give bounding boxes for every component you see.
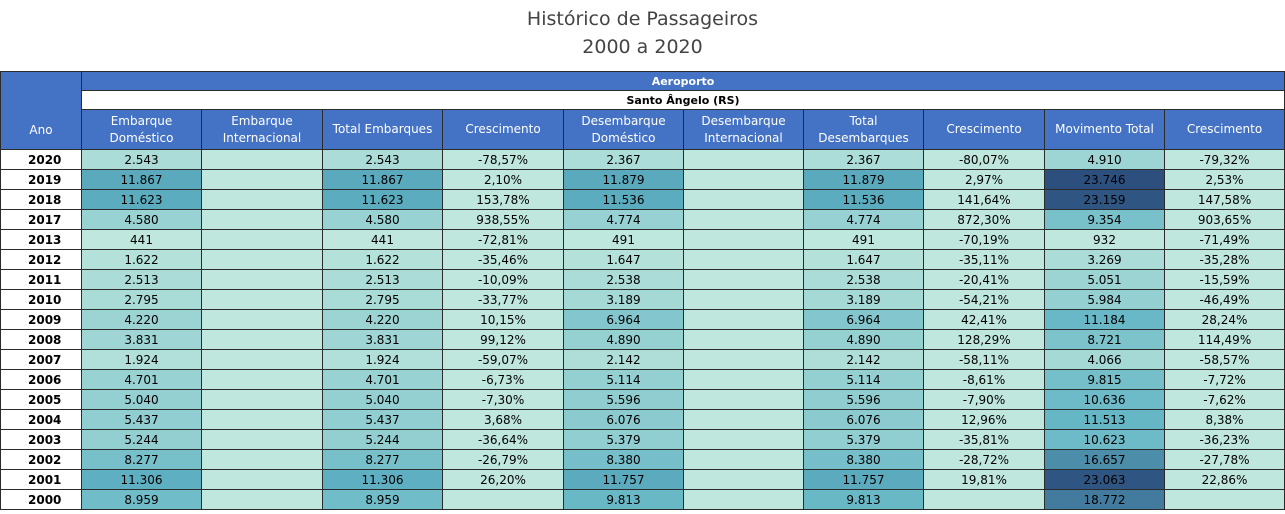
cell-total-embarques: 2.795 <box>323 290 443 310</box>
cell-crescimento-movimento <box>1165 490 1285 510</box>
table-body <box>1 150 1285 510</box>
cell-total-desembarques: 2.538 <box>804 270 924 290</box>
cell-desembarque-domestico: 4.890 <box>564 330 684 350</box>
row-year: 2008 <box>1 330 82 350</box>
cell-desembarque-domestico: 2.142 <box>564 350 684 370</box>
cell-total-embarques: 3.831 <box>323 330 443 350</box>
cell-total-embarques: 5.437 <box>323 410 443 430</box>
cell-crescimento-movimento: 22,86% <box>1165 470 1285 490</box>
cell-desembarque-domestico: 9.813 <box>564 490 684 510</box>
cell-desembarque-domestico: 6.076 <box>564 410 684 430</box>
cell-crescimento-embarques: 99,12% <box>443 330 564 350</box>
cell-embarque-internacional <box>202 310 323 330</box>
cell-crescimento-desembarques: 42,41% <box>924 310 1045 330</box>
cell-desembarque-internacional <box>684 350 804 370</box>
cell-total-desembarques: 5.114 <box>804 370 924 390</box>
cell-crescimento-movimento: -15,59% <box>1165 270 1285 290</box>
cell-desembarque-internacional <box>684 230 804 250</box>
cell-movimento-total: 9.354 <box>1045 210 1165 230</box>
cell-movimento-total: 932 <box>1045 230 1165 250</box>
cell-embarque-internacional <box>202 270 323 290</box>
cell-embarque-domestico: 1.622 <box>82 250 202 270</box>
chart-subtitle: 2000 a 2020 <box>582 36 703 58</box>
cell-crescimento-desembarques: -20,41% <box>924 270 1045 290</box>
cell-embarque-domestico: 11.867 <box>82 170 202 190</box>
cell-total-embarques: 11.867 <box>323 170 443 190</box>
cell-crescimento-embarques: -72,81% <box>443 230 564 250</box>
cell-crescimento-movimento: 903,65% <box>1165 210 1285 230</box>
col-header-total-desembarques: Total Desembarques <box>804 110 924 150</box>
cell-crescimento-movimento: -58,57% <box>1165 350 1285 370</box>
cell-movimento-total: 11.513 <box>1045 410 1165 430</box>
table-row <box>1 150 1285 170</box>
cell-embarque-domestico: 4.220 <box>82 310 202 330</box>
table-row <box>1 410 1285 430</box>
cell-total-desembarques: 3.189 <box>804 290 924 310</box>
table-row <box>1 330 1285 350</box>
cell-total-desembarques: 9.813 <box>804 490 924 510</box>
row-year: 2004 <box>1 410 82 430</box>
cell-embarque-domestico: 4.701 <box>82 370 202 390</box>
group-header: Aeroporto <box>82 72 1285 91</box>
cell-crescimento-desembarques: 872,30% <box>924 210 1045 230</box>
cell-desembarque-internacional <box>684 470 804 490</box>
cell-embarque-domestico: 8.959 <box>82 490 202 510</box>
cell-embarque-internacional <box>202 470 323 490</box>
cell-crescimento-desembarques: -70,19% <box>924 230 1045 250</box>
cell-crescimento-embarques: -36,64% <box>443 430 564 450</box>
cell-total-embarques: 2.513 <box>323 270 443 290</box>
table-row <box>1 450 1285 470</box>
cell-desembarque-domestico: 5.114 <box>564 370 684 390</box>
cell-total-desembarques: 8.380 <box>804 450 924 470</box>
cell-crescimento-embarques: -10,09% <box>443 270 564 290</box>
row-year: 2013 <box>1 230 82 250</box>
passenger-table <box>0 71 1285 510</box>
cell-crescimento-embarques: 3,68% <box>443 410 564 430</box>
cell-movimento-total: 18.772 <box>1045 490 1165 510</box>
cell-desembarque-internacional <box>684 250 804 270</box>
cell-desembarque-domestico: 491 <box>564 230 684 250</box>
cell-crescimento-desembarques <box>924 490 1045 510</box>
cell-crescimento-movimento: 8,38% <box>1165 410 1285 430</box>
cell-total-desembarques: 491 <box>804 230 924 250</box>
cell-total-embarques: 4.220 <box>323 310 443 330</box>
col-header-desembarque-internacional: Desembarque Internacional <box>684 110 804 150</box>
cell-embarque-domestico: 441 <box>82 230 202 250</box>
cell-desembarque-domestico: 5.596 <box>564 390 684 410</box>
cell-embarque-internacional <box>202 290 323 310</box>
cell-crescimento-embarques: 26,20% <box>443 470 564 490</box>
cell-desembarque-domestico: 11.536 <box>564 190 684 210</box>
cell-total-desembarques: 1.647 <box>804 250 924 270</box>
cell-total-desembarques: 4.890 <box>804 330 924 350</box>
cell-embarque-domestico: 2.795 <box>82 290 202 310</box>
cell-total-desembarques: 6.964 <box>804 310 924 330</box>
cell-embarque-internacional <box>202 150 323 170</box>
row-year: 2018 <box>1 190 82 210</box>
cell-desembarque-domestico: 2.367 <box>564 150 684 170</box>
cell-movimento-total: 4.910 <box>1045 150 1165 170</box>
col-header-movimento-total: Movimento Total <box>1045 110 1165 150</box>
cell-desembarque-internacional <box>684 290 804 310</box>
cell-crescimento-desembarques: -28,72% <box>924 450 1045 470</box>
table-row <box>1 190 1285 210</box>
cell-total-desembarques: 11.757 <box>804 470 924 490</box>
cell-crescimento-desembarques: -35,11% <box>924 250 1045 270</box>
cell-total-desembarques: 2.142 <box>804 350 924 370</box>
cell-movimento-total: 9.815 <box>1045 370 1165 390</box>
table-row <box>1 270 1285 290</box>
cell-embarque-internacional <box>202 490 323 510</box>
cell-desembarque-internacional <box>684 390 804 410</box>
cell-movimento-total: 23.746 <box>1045 170 1165 190</box>
chart-title: Histórico de Passageiros <box>526 8 759 30</box>
cell-desembarque-domestico: 11.757 <box>564 470 684 490</box>
cell-crescimento-embarques: 2,10% <box>443 170 564 190</box>
cell-embarque-domestico: 11.306 <box>82 470 202 490</box>
cell-crescimento-desembarques: -35,81% <box>924 430 1045 450</box>
cell-crescimento-movimento: -46,49% <box>1165 290 1285 310</box>
cell-crescimento-embarques: -6,73% <box>443 370 564 390</box>
cell-movimento-total: 5.984 <box>1045 290 1165 310</box>
cell-movimento-total: 10.623 <box>1045 430 1165 450</box>
cell-movimento-total: 16.657 <box>1045 450 1165 470</box>
col-header-desembarque-domestico: Desembarque Doméstico <box>564 110 684 150</box>
table-row <box>1 430 1285 450</box>
table-row <box>1 250 1285 270</box>
row-year: 2001 <box>1 470 82 490</box>
cell-crescimento-movimento: 28,24% <box>1165 310 1285 330</box>
cell-total-embarques: 441 <box>323 230 443 250</box>
cell-desembarque-internacional <box>684 450 804 470</box>
cell-movimento-total: 5.051 <box>1045 270 1165 290</box>
table-row <box>1 230 1285 250</box>
cell-embarque-internacional <box>202 450 323 470</box>
cell-total-embarques: 2.543 <box>323 150 443 170</box>
cell-desembarque-domestico: 4.774 <box>564 210 684 230</box>
cell-desembarque-internacional <box>684 310 804 330</box>
cell-crescimento-embarques: 938,55% <box>443 210 564 230</box>
cell-movimento-total: 23.159 <box>1045 190 1165 210</box>
cell-embarque-domestico: 3.831 <box>82 330 202 350</box>
cell-desembarque-internacional <box>684 190 804 210</box>
cell-desembarque-domestico: 6.964 <box>564 310 684 330</box>
cell-crescimento-embarques: -78,57% <box>443 150 564 170</box>
cell-crescimento-movimento: 147,58% <box>1165 190 1285 210</box>
cell-embarque-internacional <box>202 370 323 390</box>
cell-desembarque-domestico: 11.879 <box>564 170 684 190</box>
cell-crescimento-embarques: -26,79% <box>443 450 564 470</box>
cell-crescimento-desembarques: 2,97% <box>924 170 1045 190</box>
cell-embarque-internacional <box>202 170 323 190</box>
col-header-crescimento-embarques: Crescimento <box>443 110 564 150</box>
cell-movimento-total: 10.636 <box>1045 390 1165 410</box>
cell-total-desembarques: 4.774 <box>804 210 924 230</box>
cell-crescimento-movimento: -71,49% <box>1165 230 1285 250</box>
table-row <box>1 210 1285 230</box>
cell-desembarque-internacional <box>684 210 804 230</box>
row-year: 2011 <box>1 270 82 290</box>
table-row <box>1 390 1285 410</box>
cell-desembarque-internacional <box>684 370 804 390</box>
cell-crescimento-embarques <box>443 490 564 510</box>
cell-embarque-internacional <box>202 230 323 250</box>
table-row <box>1 490 1285 510</box>
cell-crescimento-desembarques: 19,81% <box>924 470 1045 490</box>
row-year: 2010 <box>1 290 82 310</box>
col-header-total-embarques: Total Embarques <box>323 110 443 150</box>
cell-crescimento-embarques: -59,07% <box>443 350 564 370</box>
cell-embarque-domestico: 5.437 <box>82 410 202 430</box>
cell-crescimento-desembarques: -8,61% <box>924 370 1045 390</box>
cell-movimento-total: 23.063 <box>1045 470 1165 490</box>
cell-embarque-internacional <box>202 210 323 230</box>
cell-total-embarques: 1.622 <box>323 250 443 270</box>
cell-embarque-domestico: 4.580 <box>82 210 202 230</box>
row-year: 2007 <box>1 350 82 370</box>
year-header: Ano <box>1 72 82 150</box>
cell-crescimento-embarques: 153,78% <box>443 190 564 210</box>
cell-embarque-internacional <box>202 330 323 350</box>
cell-crescimento-desembarques: -54,21% <box>924 290 1045 310</box>
row-year: 2000 <box>1 490 82 510</box>
cell-desembarque-domestico: 2.538 <box>564 270 684 290</box>
cell-embarque-internacional <box>202 350 323 370</box>
cell-embarque-internacional <box>202 190 323 210</box>
cell-desembarque-domestico: 5.379 <box>564 430 684 450</box>
col-header-embarque-domestico: Embarque Doméstico <box>82 110 202 150</box>
cell-total-desembarques: 11.879 <box>804 170 924 190</box>
cell-crescimento-embarques: 10,15% <box>443 310 564 330</box>
col-header-crescimento-movimento: Crescimento <box>1165 110 1285 150</box>
cell-total-embarques: 1.924 <box>323 350 443 370</box>
cell-embarque-domestico: 2.513 <box>82 270 202 290</box>
cell-crescimento-movimento: -7,62% <box>1165 390 1285 410</box>
row-year: 2006 <box>1 370 82 390</box>
cell-total-embarques: 11.623 <box>323 190 443 210</box>
cell-total-embarques: 11.306 <box>323 470 443 490</box>
cell-crescimento-desembarques: -7,90% <box>924 390 1045 410</box>
cell-desembarque-internacional <box>684 270 804 290</box>
cell-crescimento-movimento: 2,53% <box>1165 170 1285 190</box>
table-row <box>1 170 1285 190</box>
cell-embarque-domestico: 5.040 <box>82 390 202 410</box>
cell-total-embarques: 5.244 <box>323 430 443 450</box>
cell-total-embarques: 8.959 <box>323 490 443 510</box>
cell-embarque-domestico: 11.623 <box>82 190 202 210</box>
cell-crescimento-movimento: -36,23% <box>1165 430 1285 450</box>
row-year: 2017 <box>1 210 82 230</box>
cell-desembarque-internacional <box>684 410 804 430</box>
cell-desembarque-domestico: 3.189 <box>564 290 684 310</box>
cell-desembarque-internacional <box>684 150 804 170</box>
cell-total-desembarques: 5.379 <box>804 430 924 450</box>
cell-total-embarques: 4.580 <box>323 210 443 230</box>
row-year: 2005 <box>1 390 82 410</box>
row-year: 2019 <box>1 170 82 190</box>
cell-desembarque-internacional <box>684 170 804 190</box>
table-row <box>1 310 1285 330</box>
cell-movimento-total: 11.184 <box>1045 310 1165 330</box>
cell-crescimento-embarques: -35,46% <box>443 250 564 270</box>
cell-crescimento-desembarques: 141,64% <box>924 190 1045 210</box>
cell-crescimento-desembarques: 12,96% <box>924 410 1045 430</box>
cell-embarque-internacional <box>202 390 323 410</box>
cell-embarque-domestico: 2.543 <box>82 150 202 170</box>
cell-desembarque-internacional <box>684 490 804 510</box>
cell-crescimento-embarques: -7,30% <box>443 390 564 410</box>
row-year: 2009 <box>1 310 82 330</box>
cell-total-embarques: 8.277 <box>323 450 443 470</box>
table-row <box>1 470 1285 490</box>
cell-embarque-internacional <box>202 410 323 430</box>
cell-crescimento-movimento: -27,78% <box>1165 450 1285 470</box>
airport-header: Santo Ângelo (RS) <box>82 91 1285 110</box>
cell-embarque-domestico: 8.277 <box>82 450 202 470</box>
cell-crescimento-embarques: -33,77% <box>443 290 564 310</box>
col-header-crescimento-desembarques: Crescimento <box>924 110 1045 150</box>
cell-movimento-total: 4.066 <box>1045 350 1165 370</box>
cell-desembarque-domestico: 1.647 <box>564 250 684 270</box>
col-header-embarque-internacional: Embarque Internacional <box>202 110 323 150</box>
row-year: 2012 <box>1 250 82 270</box>
cell-total-desembarques: 11.536 <box>804 190 924 210</box>
cell-crescimento-desembarques: -58,11% <box>924 350 1045 370</box>
cell-crescimento-movimento: 114,49% <box>1165 330 1285 350</box>
cell-total-desembarques: 2.367 <box>804 150 924 170</box>
cell-embarque-domestico: 5.244 <box>82 430 202 450</box>
cell-total-embarques: 4.701 <box>323 370 443 390</box>
cell-movimento-total: 8.721 <box>1045 330 1165 350</box>
cell-crescimento-desembarques: -80,07% <box>924 150 1045 170</box>
table-row <box>1 370 1285 390</box>
cell-embarque-internacional <box>202 250 323 270</box>
cell-movimento-total: 3.269 <box>1045 250 1165 270</box>
cell-desembarque-internacional <box>684 330 804 350</box>
cell-crescimento-movimento: -7,72% <box>1165 370 1285 390</box>
cell-desembarque-domestico: 8.380 <box>564 450 684 470</box>
cell-embarque-domestico: 1.924 <box>82 350 202 370</box>
table-row <box>1 350 1285 370</box>
row-year: 2002 <box>1 450 82 470</box>
cell-desembarque-internacional <box>684 430 804 450</box>
table-row <box>1 290 1285 310</box>
cell-total-embarques: 5.040 <box>323 390 443 410</box>
row-year: 2003 <box>1 430 82 450</box>
cell-crescimento-movimento: -79,32% <box>1165 150 1285 170</box>
row-year: 2020 <box>1 150 82 170</box>
cell-embarque-internacional <box>202 430 323 450</box>
cell-crescimento-desembarques: 128,29% <box>924 330 1045 350</box>
cell-crescimento-movimento: -35,28% <box>1165 250 1285 270</box>
cell-total-desembarques: 6.076 <box>804 410 924 430</box>
cell-total-desembarques: 5.596 <box>804 390 924 410</box>
